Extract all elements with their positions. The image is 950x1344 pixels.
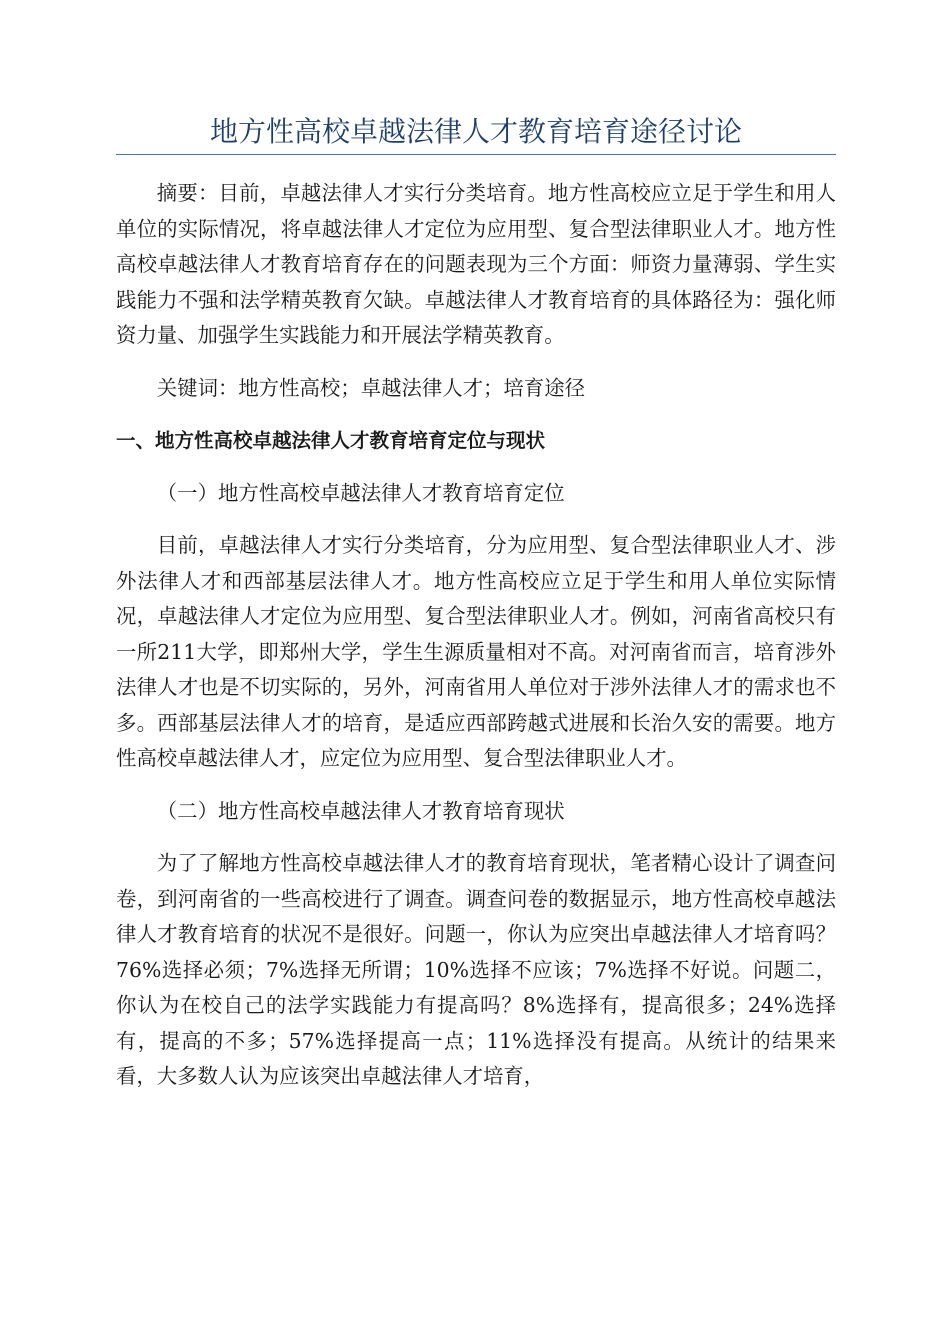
keywords-paragraph: 关键词：地方性高校；卓越法律人才；培育途径 <box>156 375 585 400</box>
document-title: 地方性高校卓越法律人才教育培育途径讨论 <box>209 115 742 148</box>
subsection-1-body: 目前，卓越法律人才实行分类培育，分为应用型、复合型法律职业人才、涉外法律人才和西部基层法律人才。地方性高校应立足于学生和用人单位实际情况，卓越法律人才定位为应用型、复合型法律职业人才。例如，河南省高校只有一所211大学，即郑州大学，学生生源质量相对不高。对河南省而言，培育涉外法律人才也是不切实际的，另外，河南省用人单位对于涉外法律人才的需求也不多。西部基层法律人才的培育，是适应西部跨越式进展和长治久安的需要。地方性高校卓越法律人才，应定位为应用型、复合型法律职业人才。 <box>116 533 836 770</box>
subsection-heading-1: （一）地方性高校卓越法律人才教育培育定位 <box>156 480 565 505</box>
title-underline <box>116 154 836 155</box>
section-heading-1: 一、地方性高校卓越法律人才教育培育定位与现状 <box>116 429 546 452</box>
document-body <box>116 176 836 1095</box>
subsection-heading-2: （二）地方性高校卓越法律人才教育培育现状 <box>156 798 565 823</box>
abstract-paragraph: 摘要：目前，卓越法律人才实行分类培育。地方性高校应立足于学生和用人单位的实际情况，将卓越法律人才定位为应用型、复合型法律职业人才。地方性高校卓越法律人才教育培育存在的问题表现为三个方面：师资力量薄弱、学生实践能力不强和法学精英教育欠缺。卓越法律人才教育培育的具体路径为：强化师资力量、加强学生实践能力和开展法学精英教育。 <box>116 181 836 347</box>
subsection-2-body: 为了了解地方性高校卓越法律人才的教育培育现状，笔者精心设计了调查问卷，到河南省的一些高校进行了调查。调查问卷的数据显示，地方性高校卓越法律人才教育培育的状况不是很好。问题一，你认为应突出卓越法律人才培育吗？76%选择必须；7%选择无所谓；10%选择不应该；7%选择不好说。问题二，你认为在校自己的法学实践能力有提高吗？8%选择有，提高很多；24%选择有，提高的不多；57%选择提高一点；11%选择没有提高。从统计的结果来看，大多数人认为应该突出卓越法律人才培育， <box>116 851 836 1088</box>
